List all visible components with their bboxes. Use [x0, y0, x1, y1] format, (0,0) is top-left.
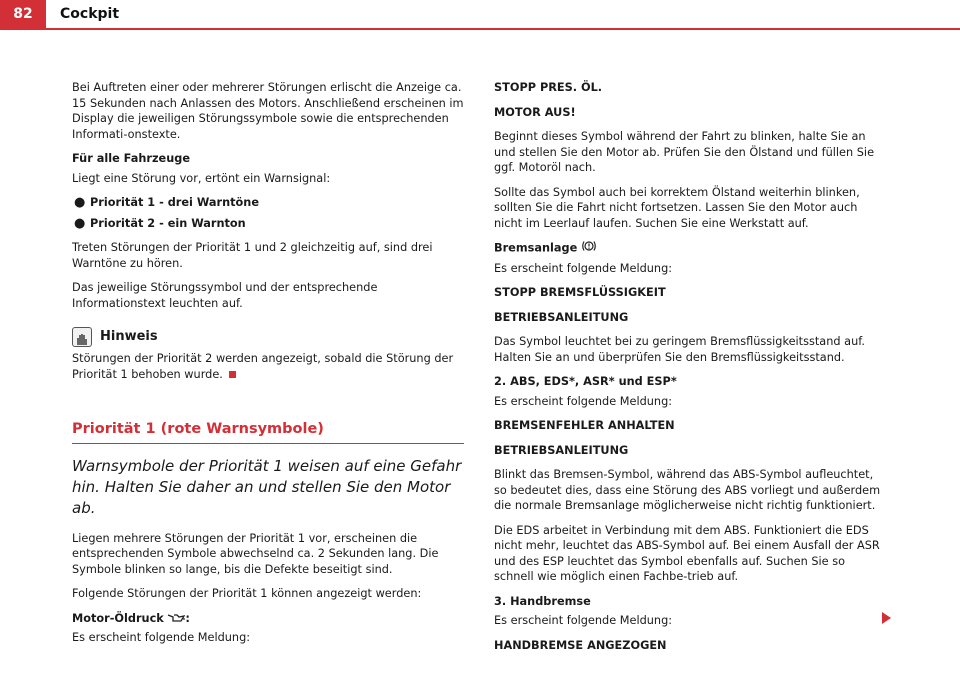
warning-message: STOPP PRES. ÖL. [494, 81, 603, 94]
page-number: 82 [0, 0, 46, 28]
paragraph: Treten Störungen der Priorität 1 und 2 gleichzeitig auf, sind drei Warntöne zu hören. [72, 241, 433, 270]
section-end-marker [229, 371, 236, 378]
bullet-icon: ● [74, 215, 86, 231]
abs-heading: 2. ABS, EDS*, ASR* und ESP* [494, 375, 677, 388]
page-header [0, 0, 960, 32]
note-header [72, 327, 464, 347]
subheading-all-vehicles: Für alle Fahrzeuge [72, 152, 190, 165]
note-text [72, 351, 464, 382]
paragraph: Die EDS arbeitet in Verbindung mit dem ABS. Funktioniert die EDS nicht mehr, leuchtet das ABS-Symbol auf. Bei einem Ausfall der ASR und des ESP leuchtet das Symbol ebenfalls auf. Suchen Sie so schnell wie möglich einen Fachbe-trieb auf. [494, 523, 880, 583]
paragraph: Beginnt dieses Symbol während der Fahrt zu blinken, halte Sie an und stellen Sie den Motor ab. Prüfen Sie den Ölstand und füllen Sie ggf. Motoröl nach. [494, 130, 875, 174]
priority-list [72, 195, 464, 231]
handbrake-heading: 3. Handbremse [494, 594, 591, 608]
list-item [72, 216, 464, 232]
warning-message: BREMSENFEHLER ANHALTEN [494, 419, 675, 432]
warning-message: BETRIEBSANLEITUNG [494, 443, 629, 457]
section-intro: Warnsymbole der Priorität 1 weisen auf eine Gefahr hin. Halten Sie daher an und stellen Sie den Motor ab. [72, 456, 462, 517]
list-item [72, 195, 464, 211]
paragraph: Folgende Störungen der Priorität 1 können angezeigt werden: [72, 587, 422, 600]
oil-heading-label: Motor-Öldruck [72, 611, 164, 625]
note-body: Störungen der Priorität 2 werden angezeigt, sobald die Störung der Priorität 1 behoben wurde. [72, 352, 454, 381]
paragraph: Bei Auftreten einer oder mehrerer Störungen erlischt die Anzeige ca. 15 Sekunden nach Anlassen des Motors. Anschließend erscheinen im Display die jeweiligen Störungssymbole sowie die entsprechenden Informati-onstexte. [72, 81, 464, 141]
paragraph: Es erscheint folgende Meldung: [494, 614, 673, 627]
chapter-title: Cockpit [60, 6, 120, 22]
oil-pressure-heading [72, 611, 464, 627]
left-column [72, 80, 464, 655]
paragraph: Liegen mehrere Störungen der Priorität 1 vor, erscheinen die entsprechenden Symbole abwechselnd ca. 2 Sekunden lang. Die Symbole blinken so lange, bis die Defekte beseitigt sind. [72, 531, 439, 576]
oil-heading-colon: : [185, 611, 190, 625]
warning-message: HANDBREMSE ANGEZOGEN [494, 638, 667, 652]
list-item-text: Priorität 1 - drei Warntöne [90, 196, 259, 209]
paragraph: Sollte das Symbol auch bei korrektem Ölstand weiterhin blinken, sollten Sie die Fahrt nicht fortsetzen. Lassen Sie den Motor auch nicht im Leerlauf laufen. Suchen Sie eine Werkstatt auf. [494, 185, 860, 230]
list-item-text: Priorität 2 - ein Warnton [90, 216, 246, 230]
brake-system-heading [494, 240, 886, 257]
header-rule [0, 28, 960, 30]
paragraph: Es erscheint folgende Meldung: [494, 261, 673, 275]
paragraph: Blinkt das Bremsen-Symbol, während das ABS-Symbol aufleuchtet, so bedeutet dies, dass eine Störung des ABS vorliegt und außerdem die normale Bremsanlage möglicherweise nicht richtig funktioniert. [494, 468, 881, 512]
section-title: Priorität 1 (rote Warnsymbole) [72, 422, 464, 444]
paragraph: Liegt eine Störung vor, ertönt ein Warnsignal: [72, 171, 331, 185]
right-column [494, 80, 886, 662]
warning-message: MOTOR AUS! [494, 105, 576, 119]
paragraph: Das jeweilige Störungssymbol und der entsprechende Informationstext leuchten auf. [72, 281, 378, 310]
paragraph: Es erscheint folgende Meldung: [494, 394, 673, 408]
next-page-arrow-icon[interactable] [882, 612, 891, 624]
brake-heading-label: Bremsanlage [494, 241, 578, 255]
warning-message: BETRIEBSANLEITUNG [494, 310, 629, 324]
hand-note-icon [72, 327, 92, 347]
warning-message: STOPP BREMSFLÜSSIGKEIT [494, 286, 666, 299]
paragraph: Das Symbol leuchtet bei zu geringem Bremsflüssigkeitsstand auf. Halten Sie an und überprüfen Sie den Bremsflüssigkeitsstand. [494, 335, 865, 364]
brake-warning-icon [581, 240, 597, 257]
oil-can-icon [167, 611, 185, 627]
note-title: Hinweis [100, 329, 158, 345]
paragraph: Es erscheint folgende Meldung: [72, 631, 251, 645]
bullet-icon: ● [74, 195, 86, 210]
